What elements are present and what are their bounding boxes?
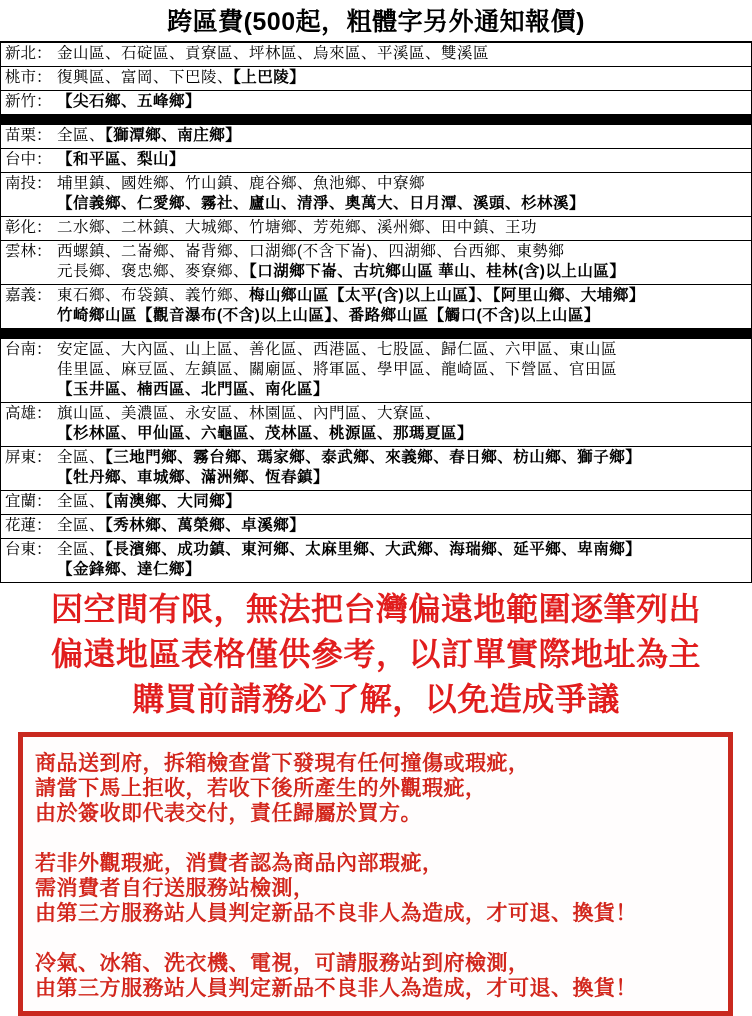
region-row xyxy=(1,491,751,515)
notice-line: 偏遠地區表格僅供參考，以訂單實際地址為主 xyxy=(50,636,701,672)
region-row xyxy=(1,149,751,173)
region-line xyxy=(57,262,751,282)
bold-area-segment: 【杉林區、甲仙區、六龜區、茂林區、桃源區、那瑪夏區】 xyxy=(57,425,474,442)
region-row xyxy=(1,285,751,329)
region-label: 台東： xyxy=(5,541,52,558)
area-segment: 西螺鎮、二崙鄉、崙背鄉、口湖鄉(不含下崙)、四湖鄉、台西鄉、東勢鄉 xyxy=(57,243,565,260)
warning-line: 若非外觀瑕疵，消費者認為商品內部瑕疵， xyxy=(35,852,444,875)
region-line xyxy=(57,150,751,170)
notice-line: 購買前請務必了解，以免造成爭議 xyxy=(132,681,620,717)
page-title: 跨區費(500起，粗體字另外通知報價) xyxy=(0,0,752,43)
region-line xyxy=(57,516,751,536)
region-content xyxy=(57,492,751,512)
region-row xyxy=(1,43,751,67)
region-label: 高雄： xyxy=(5,405,52,422)
region-label: 桃市： xyxy=(5,69,52,86)
bold-area-segment: 【口湖鄉下崙、古坑鄉山區 華山、桂林(含)以上山區】 xyxy=(249,263,626,280)
region-content xyxy=(57,242,751,282)
bold-area-segment: 【南澳鄉、大同鄉】 xyxy=(105,493,242,510)
warning-blank-line xyxy=(35,926,720,951)
bold-area-segment: 竹崎鄉山區【觀音瀑布(不含)以上山區】、番路鄉山區【觸口(不含)以上山區】 xyxy=(57,307,600,324)
bold-area-segment: 梅山鄉山區【太平(含)以上山區】、【阿里山鄉、大埔鄉】 xyxy=(249,287,645,304)
region-label: 新竹： xyxy=(5,93,52,110)
region-line xyxy=(57,560,751,580)
region-line xyxy=(57,44,751,64)
region-line xyxy=(57,360,751,380)
area-segment: 全區、 xyxy=(57,127,106,144)
region-content xyxy=(57,218,751,238)
region-label: 雲林： xyxy=(5,243,52,260)
region-line xyxy=(57,242,751,262)
bold-area-segment: 【三地門鄉、霧台鄉、瑪家鄉、泰武鄉、來義鄉、春日鄉、枋山鄉、獅子鄉】 xyxy=(105,449,642,466)
region-row xyxy=(1,67,751,91)
region-line xyxy=(57,468,751,488)
area-segment: 全區、 xyxy=(57,541,106,558)
warning-line: 冷氣、冰箱、洗衣機、電視，可請服務站到府檢測， xyxy=(35,952,530,975)
region-table xyxy=(0,43,752,583)
warning-line: 需消費者自行送服務站檢測， xyxy=(35,877,315,900)
region-row xyxy=(1,539,751,583)
region-content xyxy=(57,68,751,88)
bold-area-segment: 【獅潭鄉、南庄鄉】 xyxy=(105,127,242,144)
region-label: 嘉義： xyxy=(5,287,52,304)
region-line xyxy=(57,218,751,238)
region-label: 新北： xyxy=(5,45,52,62)
region-content xyxy=(57,286,751,326)
region-row xyxy=(1,241,751,285)
region-content xyxy=(57,44,751,64)
remote-area-notice xyxy=(0,583,752,722)
region-label: 台南： xyxy=(5,341,52,358)
region-line xyxy=(57,92,751,112)
region-row xyxy=(1,91,751,115)
bold-area-segment: 【秀林鄉、萬榮鄉、卓溪鄉】 xyxy=(105,517,306,534)
region-line xyxy=(57,68,751,88)
region-label: 彰化： xyxy=(5,219,52,236)
region-content xyxy=(57,448,751,488)
notice-line: 因空間有限，無法把台灣偏遠地範圍逐筆列出 xyxy=(50,591,701,627)
region-row xyxy=(1,217,751,241)
region-label: 苗栗： xyxy=(5,127,52,144)
bold-area-segment: 【長濱鄉、成功鎮、東河鄉、太麻里鄉、大武鄉、海瑞鄉、延平鄉、卑南鄉】 xyxy=(105,541,642,558)
area-segment: 安定區、大內區、山上區、善化區、西港區、七股區、歸仁區、六甲區、東山區 xyxy=(57,341,618,358)
area-segment: 全區、 xyxy=(57,493,106,510)
warning-line: 由第三方服務站人員判定新品不良非人為造成，才可退、換貨！ xyxy=(35,977,637,1000)
region-content xyxy=(57,150,751,170)
region-line xyxy=(57,306,751,326)
region-content xyxy=(57,174,751,214)
bold-area-segment: 【尖石鄉、五峰鄉】 xyxy=(57,93,202,110)
region-label: 宜蘭： xyxy=(5,493,52,510)
bold-area-segment: 【上巴陵】 xyxy=(233,69,306,86)
region-row xyxy=(1,173,751,217)
region-line xyxy=(57,194,751,214)
region-content xyxy=(57,126,751,146)
region-label: 花蓮： xyxy=(5,517,52,534)
bold-area-segment: 【金鋒鄉、達仁鄉】 xyxy=(57,561,202,578)
region-row xyxy=(1,403,751,447)
region-content xyxy=(57,404,751,444)
region-label: 台中： xyxy=(5,151,52,168)
area-segment: 埔里鎮、國姓鄉、竹山鎮、鹿谷鄉、魚池鄉、中寮鄉 xyxy=(57,175,426,192)
separator-bar xyxy=(0,115,752,125)
warning-box xyxy=(18,732,733,1016)
region-content xyxy=(57,92,751,112)
warning-blank-line xyxy=(35,826,720,851)
bold-area-segment: 【信義鄉、仁愛鄉、霧社、廬山、清淨、奧萬大、日月潭、溪頭、杉林溪】 xyxy=(57,195,586,212)
area-segment: 佳里區、麻豆區、左鎮區、關廟區、將軍區、學甲區、龍崎區、下營區、官田區 xyxy=(57,361,618,378)
region-line xyxy=(57,126,751,146)
bold-area-segment: 【玉井區、楠西區、北門區、南化區】 xyxy=(57,381,330,398)
area-segment: 元長鄉、褒忠鄉、麥寮鄉、 xyxy=(57,263,250,280)
region-line xyxy=(57,424,751,444)
area-segment: 全區、 xyxy=(57,449,106,466)
warning-line: 由第三方服務站人員判定新品不良非人為造成，才可退、換貨！ xyxy=(35,902,637,925)
region-line xyxy=(57,286,751,306)
region-line xyxy=(57,380,751,400)
warning-line: 由於簽收即代表交付，責任歸屬於買方。 xyxy=(35,802,422,825)
region-label: 南投： xyxy=(5,175,52,192)
region-row xyxy=(1,447,751,491)
region-row xyxy=(1,125,751,149)
region-line xyxy=(57,340,751,360)
area-segment: 復興區、富岡、下巴陵、 xyxy=(57,69,234,86)
region-line xyxy=(57,492,751,512)
region-line xyxy=(57,540,751,560)
bold-area-segment: 【和平區、梨山】 xyxy=(57,151,186,168)
area-segment: 二水鄉、二林鎮、大城鄉、竹塘鄉、芳苑鄉、溪州鄉、田中鎮、王功 xyxy=(57,219,538,236)
area-segment: 旗山區、美濃區、永安區、林園區、內門區、大寮區、 xyxy=(57,405,442,422)
region-line xyxy=(57,448,751,468)
area-segment: 東石鄉、布袋鎮、義竹鄉、 xyxy=(57,287,250,304)
region-content xyxy=(57,516,751,536)
warning-line: 商品送到府，拆箱檢查當下發現有任何撞傷或瑕疵， xyxy=(35,752,530,775)
region-row xyxy=(1,339,751,403)
warning-line: 請當下馬上拒收，若收下後所產生的外觀瑕疵， xyxy=(35,777,487,800)
area-segment: 全區、 xyxy=(57,517,106,534)
region-line xyxy=(57,404,751,424)
region-row xyxy=(1,515,751,539)
region-label: 屏東： xyxy=(5,449,52,466)
region-line xyxy=(57,174,751,194)
region-content xyxy=(57,540,751,580)
bold-area-segment: 【牡丹鄉、車城鄉、滿洲鄉、恆春鎮】 xyxy=(57,469,330,486)
separator-bar xyxy=(0,329,752,339)
area-segment: 金山區、石碇區、貢寮區、坪林區、烏來區、平溪區、雙溪區 xyxy=(57,45,490,62)
region-content xyxy=(57,340,751,400)
